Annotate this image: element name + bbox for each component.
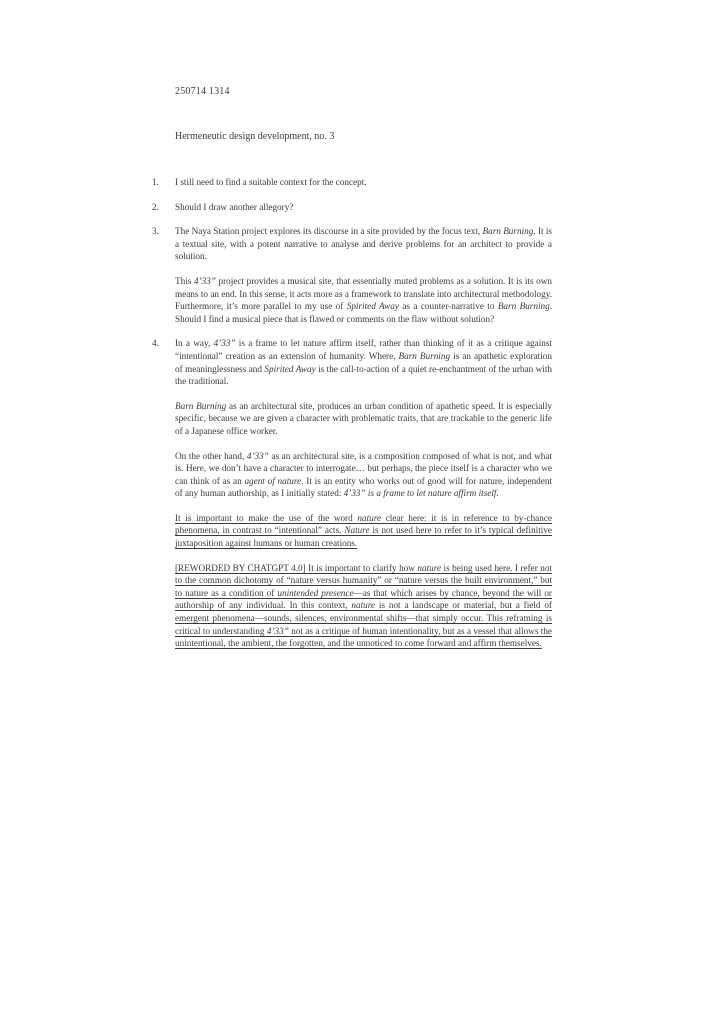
text-run: The Naya Station project explores its discourse in a site provided by the focus text, — [175, 226, 483, 237]
list-item — [152, 176, 552, 189]
paragraph — [175, 275, 552, 325]
text-run: is not used here to refer to it’s typical definitive juxtaposition against humans or human creations. — [175, 525, 552, 549]
list-item — [152, 225, 552, 325]
paragraph — [175, 176, 552, 189]
italic-text: Barn Burning — [482, 226, 534, 237]
text-run: This — [175, 275, 194, 286]
paragraph — [175, 337, 552, 387]
italic-text: nature — [357, 512, 382, 523]
italic-text: 4’33” — [246, 450, 269, 461]
text-run: is a frame to let nature affirm itself, rather than thinking of it as a critique against “intentional” creation as an extension of humanity. Where, — [175, 338, 552, 361]
paragraph — [175, 201, 552, 214]
text-run: is an apathetic exploration of meaninglessness and — [175, 350, 552, 374]
text-run: Should I draw another allegory? — [175, 201, 294, 212]
list-item-number: 1. — [152, 177, 159, 187]
text-run: is not a landscape or material, but a field of emergent phenomena—sounds, silences, environmental shifts—that simply occur. This reframing is critical to understanding — [175, 600, 552, 636]
text-run: —as that which arises by chance, beyond the will or authorship of any individual. In this context, — [175, 587, 552, 611]
paragraph — [175, 512, 552, 550]
list-item-number: 3. — [152, 226, 159, 237]
paragraph — [175, 450, 552, 500]
italic-text: 4’33” — [213, 338, 236, 349]
text-run: I still need to find a suitable context for the concept. — [175, 177, 367, 187]
italic-text: 4’33” is a frame to let nature affirm itself. — [343, 488, 499, 499]
text-run: is the call-to-action of a quiet re-enchantment of the urban with the traditional. — [175, 363, 552, 387]
text-run: On the other hand, — [175, 450, 247, 461]
italic-text: nature — [417, 562, 442, 573]
paragraph — [175, 562, 552, 650]
text-run: [REWORDED BY CHATGPT 4.0] It is important to clarify how — [175, 562, 418, 573]
text-run: In a way, — [175, 338, 214, 349]
italic-text: Barn Burning — [398, 350, 451, 361]
text-run: not as a critique of human intentionality, but as a vessel that allows the unintentional, the ambient, the forgotten, and the unnoticed to come forward and affirm themselves. — [175, 625, 552, 649]
list-item — [152, 337, 552, 649]
italic-text: 4’33” — [266, 625, 289, 636]
text-run: It is important to make the use of the word — [175, 512, 358, 523]
text-run: is being used here. I refer not to the common dichotomy of “nature versus humanity” or “nature versus the built environment,” but to nature as a condition of — [175, 562, 552, 598]
text-run: project provides a musical site, that essentially muted problems as a solution. It is its own means to an end. In this sense, it acts more as a framework to translate into architectural methodology. Furthermore, it’s more parallel to my use of — [175, 275, 552, 312]
text-run: clear here: it is in reference to by-chance phenomena, in contrast to “intentional” acts. — [175, 512, 552, 536]
list-item-number: 2. — [152, 201, 159, 212]
numbered-list — [152, 176, 552, 662]
document-title: Hermeneutic design development, no. 3 — [175, 131, 335, 142]
italic-text: agent of nature — [244, 475, 302, 486]
italic-text: Nature — [344, 525, 370, 536]
list-item — [152, 201, 552, 214]
text-run: as an architectural site, is a composition composed of what is not, and what is. Here, we don’t have a character to interrogate… but perhaps, the piece itself is a character who we can think of as an — [175, 450, 552, 486]
paragraph — [175, 225, 552, 263]
italic-text: 4’33” — [193, 275, 216, 286]
document-date: 250714 1314 — [175, 86, 230, 97]
paragraph — [175, 400, 552, 438]
italic-text: Barn Burning — [175, 400, 227, 411]
text-run: as a counter-narrative to — [398, 301, 498, 312]
italic-text: Barn Burning — [497, 301, 550, 312]
italic-text: unintended presence — [277, 587, 354, 598]
text-run: . It is a textual site, with a potent narrative to analyse and derive problems for an architect to provide a solution. — [175, 226, 552, 262]
text-run: . It is an entity who works out of good will for nature, independent of any human authorship, as I initially stated: — [175, 475, 552, 499]
italic-text: Spirited Away — [346, 301, 399, 312]
italic-text: Spirited Away — [264, 363, 316, 374]
italic-text: nature — [351, 600, 376, 611]
text-run: . Should I find a musical piece that is flawed or comments on the flaw without solution? — [175, 301, 552, 324]
text-run: as an architectural site, produces an urban condition of apathetic speed. It is especially specific, because we are given a character with problematic traits, that are trackable to the generic life of a Japanese office worker. — [175, 400, 552, 436]
list-item-number: 4. — [152, 338, 159, 349]
